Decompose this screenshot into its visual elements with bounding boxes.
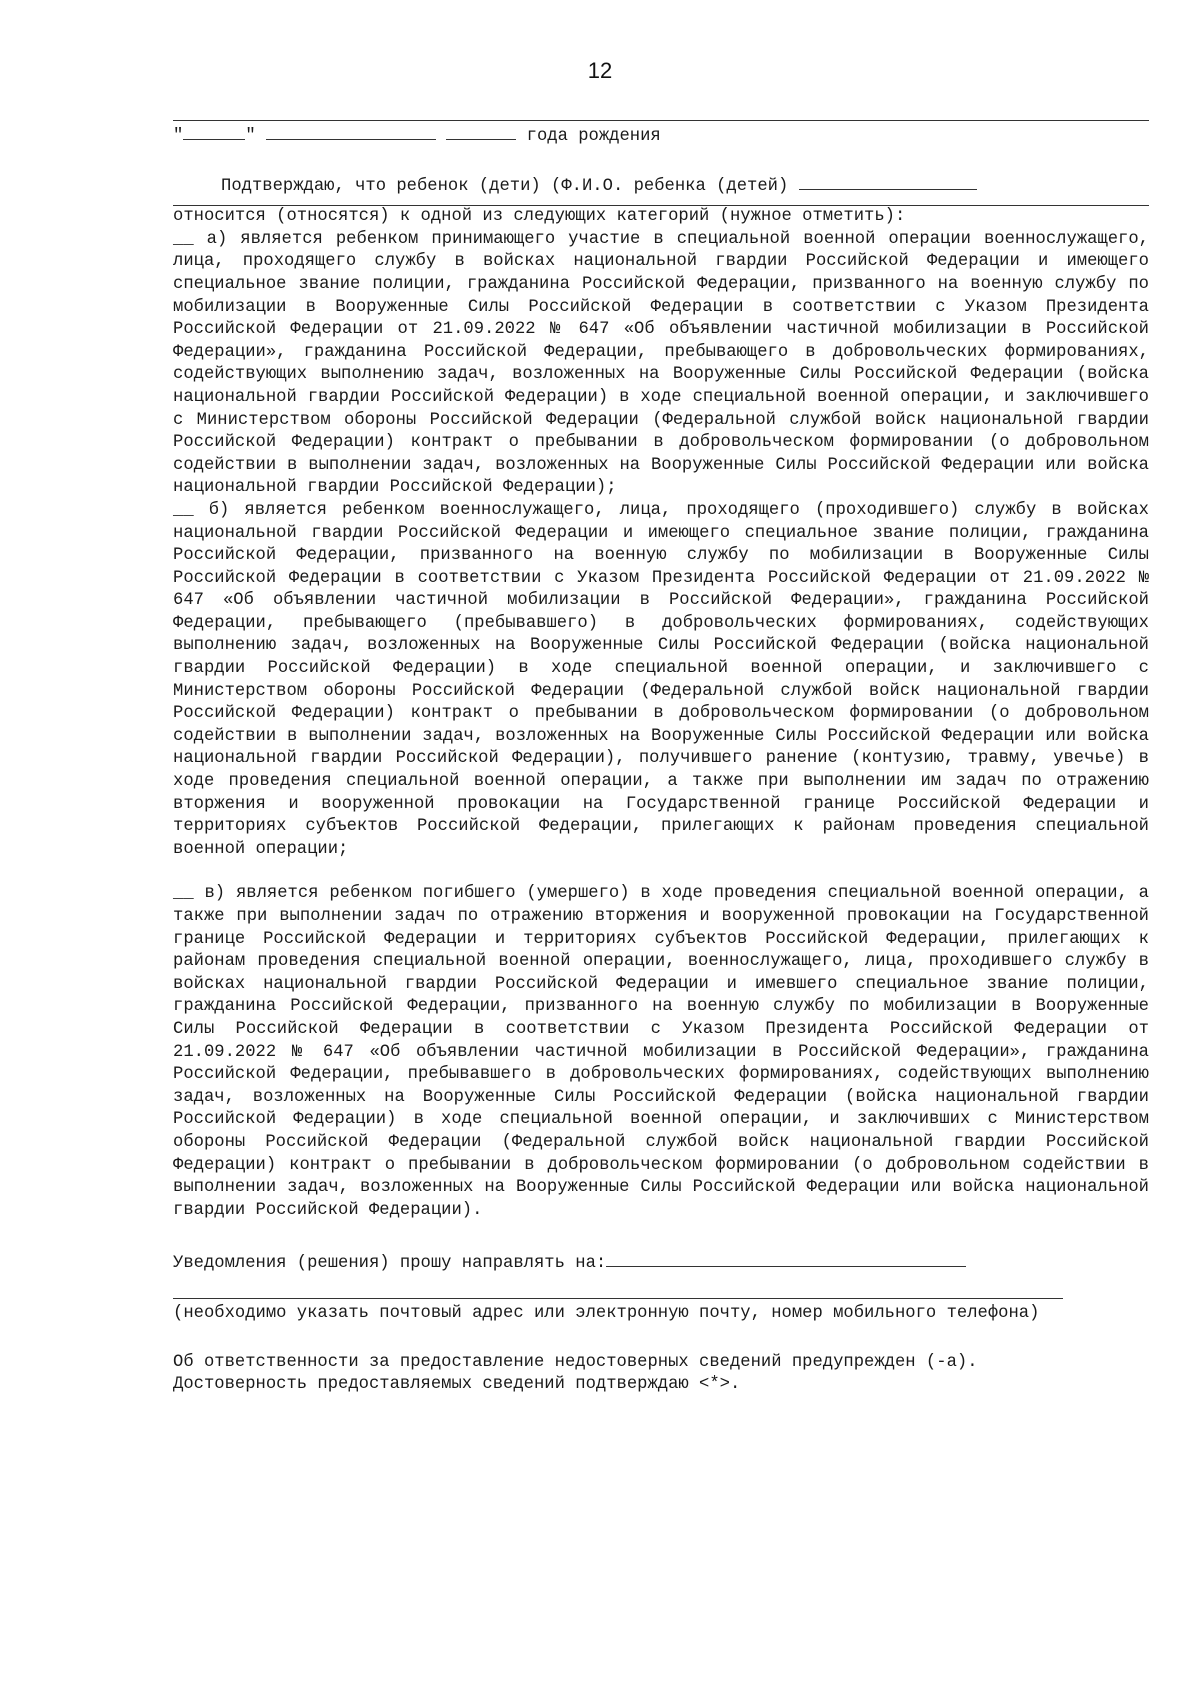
application-form-page (173, 120, 1149, 1397)
birth-year-field[interactable] (446, 123, 516, 140)
birth-month-field[interactable] (266, 123, 436, 140)
page-number: 12 (587, 58, 613, 83)
category-item-v[interactable]: __ в) является ребенком погибшего (умершего) в ходе проведения специальной военной операции, а также при выполнении задач по отражению вторжения и вооруженной провокации на Государственной границе Российской Федерации и территориях субъектов Российской Федерации, прилегающих к районам проведения специальной военной операции, военнослужащего, лица, проходившего службу в войсках национальной гвардии Российской Федерации и имевшего специальное звание полиции, гражданина Российской Федерации, призванного на военную службу по мобилизации в Вооруженные Силы Российской Федерации в соответствии с Указом Президента Российской Федерации от 21.09.2022 № 647 «Об объявлении частичной мобилизации в Российской Федерации», гражданина Российской Федерации, пребывавшего в добровольческих формированиях, содействующих выполнению задач, возложенных на Вооруженные Силы Российской Федерации (войска национальной гвардии Российской Федерации) в ходе специальной военной операции, и заключивших с Министерством обороны Российской Федерации (Федеральной службой войск национальной гвардии Российской Федерации) контракт о пребывании в добровольческом формировании (о добровольном содействии в выполнении задач, возложенных на Вооруженные Силы Российской Федерации или войска национальной гвардии Российской Федерации). (173, 884, 1149, 1220)
notification-address-continuation-line[interactable] (173, 1298, 1063, 1299)
categories-intro: относится (относятся) к одной из следующих категорий (нужное отметить): (173, 207, 906, 227)
child-name-field[interactable] (799, 173, 977, 190)
birth-date-row (173, 123, 1149, 149)
category-item-b[interactable]: __ б) является ребенком военнослужащего, лица, проходящего (проходившего) службу в войсках национальной гвардии Российской Федерации и имеющего специальное звание полиции, гражданина Российской Федерации, призванного на военную службу по мобилизации в Вооруженные Силы Российской Федерации в соответствии с Указом Президента Российской Федерации от 21.09.2022 № 647 «Об объявлении частичной мобилизации в Российской Федерации», гражданина Российской Федерации, пребывающего (пребывавшего) в добровольческих формированиях, содействующих выполнению задач, возложенных на Вооруженные Силы Российской Федерации (войска национальной гвардии Российской Федерации) в ходе специальной военной операции, и заключившего с Министерством обороны Российской Федерации (Федеральной службой войск национальной гвардии Российской Федерации) контракт о пребывании в добровольческом формировании (о добровольном содействии в выполнении задач, возложенных на Вооруженные Силы Российской Федерации или войска национальной гвардии Российской Федерации), получившего ранение (контузию, травму, увечье) в ходе проведения специальной военной операции, а также при выполнении им задач по отражению вторжения и вооруженной провокации на Государственной границе Российской Федерации и территориях субъектов Российской Федерации, прилегающих к районам проведения специальной военной операции; (173, 500, 1149, 859)
notification-row (173, 1250, 1149, 1276)
category-item-a[interactable]: __ а) является ребенком принимающего участие в специальной военной операции военнослужащего, лица, проходящего службу в войсках национальной гвардии Российской Федерации и имеющего специальное звание полиции, гражданина Российской Федерации, призванного на военную службу по мобилизации в Вооруженные Силы Российской Федерации в соответствии с Указом Президента Российской Федерации от 21.09.2022 № 647 «Об объявлении частичной мобилизации в Российской Федерации», гражданина Российской Федерации, пребывающего в добровольческих формированиях, содействующих выполнению задач, возложенных на Вооруженные Силы Российской Федерации (войска национальной гвардии Российской Федерации) в ходе специальной военной операции, и заключившего с Министерством обороны Российской Федерации (Федеральной службой войск национальной гвардии Российской Федерации) контракт о пребывании в добровольческом формировании (о добровольном содействии в выполнении задач, возложенных на Вооруженные Силы Российской Федерации или войска национальной гвардии Российской Федерации); (173, 229, 1149, 498)
applicant-name-line[interactable] (173, 120, 1149, 121)
confirm-text: Подтверждаю, что ребенок (дети) (Ф.И.О. ребенка (детей) (221, 176, 789, 196)
responsibility-statement: Об ответственности за предоставление недостоверных сведений предупрежден (-а). Достоверность предоставляемых сведений подтверждаю <*>. (173, 1352, 978, 1395)
birth-quote-close: " (245, 127, 256, 146)
confirm-row (173, 173, 1149, 199)
notification-hint: (необходимо указать почтовый адрес или электронную почту, номер мобильного телефона) (173, 1303, 1040, 1323)
notification-address-field[interactable] (606, 1250, 966, 1267)
birth-label: года рождения (526, 127, 661, 146)
birth-day-field[interactable] (183, 123, 245, 140)
birth-quote-open: " (173, 127, 184, 146)
notification-label: Уведомления (решения) прошу направлять на: (173, 1254, 607, 1274)
